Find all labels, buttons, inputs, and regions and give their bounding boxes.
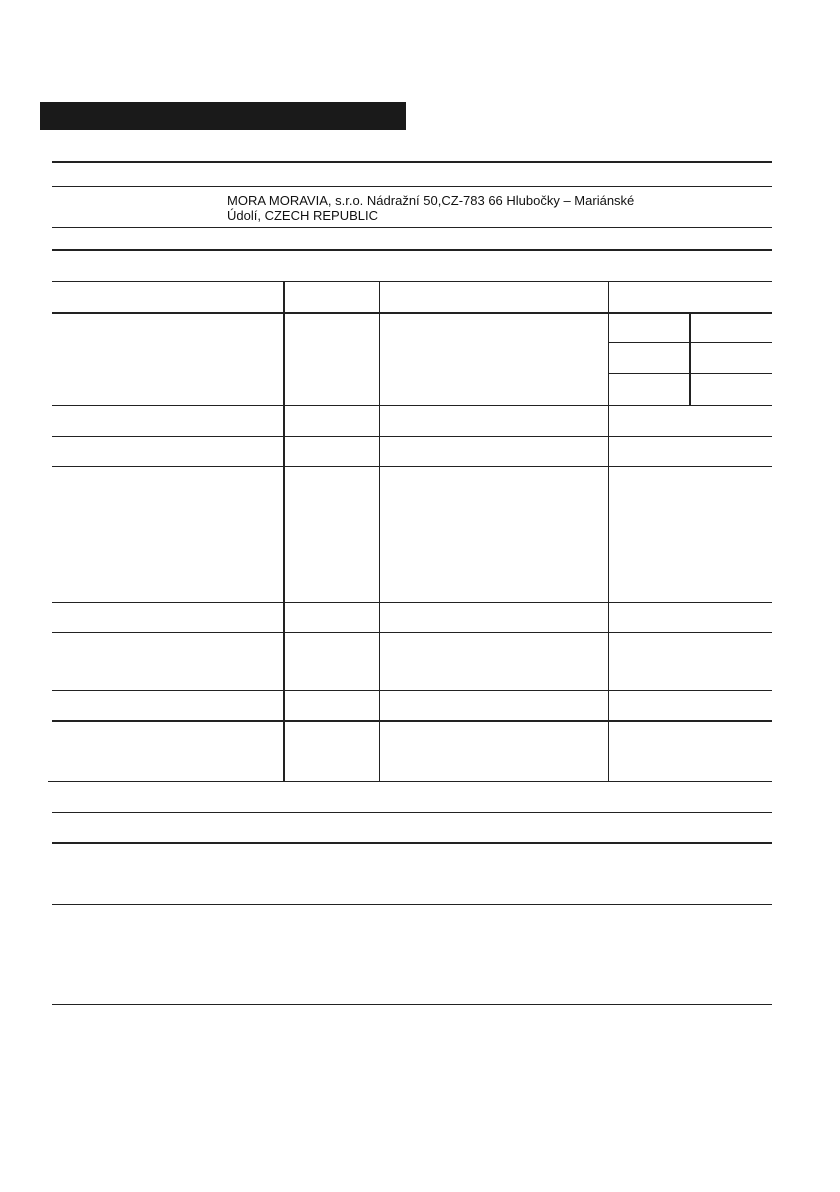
section-title-bar	[40, 102, 406, 130]
manufacturer-city: CZ-783 66 Hlubočky – Mariánské	[441, 193, 635, 208]
manufacturer-address	[227, 193, 634, 223]
table-row-rule	[52, 632, 772, 633]
rule	[52, 842, 772, 844]
rule	[52, 227, 772, 228]
table-row-rule	[52, 720, 772, 722]
table-row-rule	[52, 405, 772, 406]
rule	[52, 186, 772, 187]
rule-top	[52, 161, 772, 163]
table-col-divider	[689, 312, 691, 406]
table-row-rule	[52, 466, 772, 467]
table-header-rule	[52, 312, 772, 314]
manufacturer-name: MORA MORAVIA, s.r.o.	[227, 193, 364, 208]
rule	[52, 904, 772, 905]
rule	[52, 281, 772, 282]
manufacturer-city-cont: Údolí, CZECH REPUBLIC	[227, 208, 378, 223]
table-col-divider	[283, 282, 285, 781]
table-row-rule	[52, 602, 772, 603]
table-row-rule	[52, 690, 772, 691]
table-row-rule	[52, 436, 772, 437]
manufacturer-street: Nádražní 50,	[366, 193, 442, 208]
rule-bottom	[52, 1004, 772, 1005]
rule	[52, 249, 772, 251]
table-bottom-rule	[48, 781, 772, 782]
rule	[52, 812, 772, 813]
table-col-divider	[379, 282, 380, 781]
table-col-divider	[608, 282, 609, 781]
